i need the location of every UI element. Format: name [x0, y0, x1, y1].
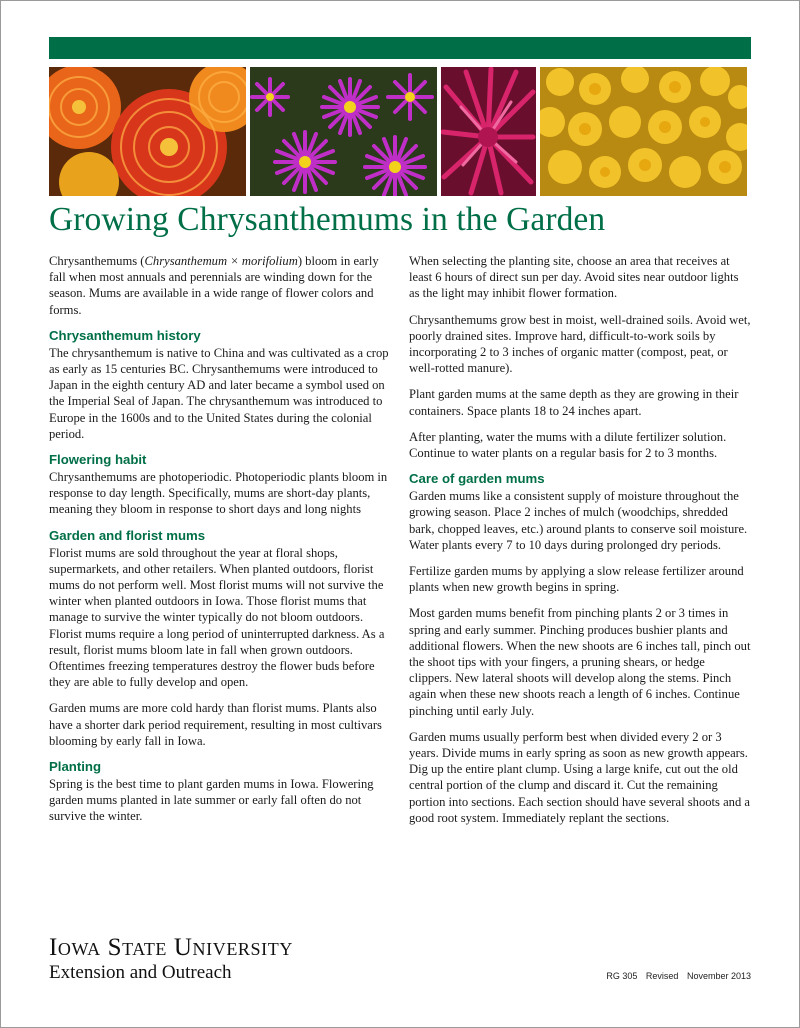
planting-paragraph-5: After planting, water the mums with a dilute fertilizer solution. Continue to water plants on a regular basis for 2 to 3 months. — [409, 429, 727, 461]
magenta-chrysanthemum-photo — [441, 67, 536, 196]
section-heading-care: Care of garden mums — [409, 471, 545, 487]
flowering-paragraph: Chrysanthemums are photoperiodic. Photoperiodic plants bloom in response to day length. Specifically, mums are short-day plants, meaning they bloom in response to short days and long nights — [49, 470, 388, 517]
garden-florist-paragraph-1: Florist mums are sold throughout the year at floral shops, supermarkets, and other retailers. When planted outdoors, florist mums do not perform well. Most florist mums will not survive the winter when planted outdoors in Iowa. Those florist mums that manage to survive the winter typically do not bloom outdoors. Florist mums require a long period of uninterrupted darkness. As a result, florist mums bloom late in fall when grown outdoors. Oftentimes freezing temperatures destroy the flower buds before they are able to fully develop and open. — [49, 545, 385, 690]
purple-daisy-chrysanthemum-photo — [250, 67, 437, 196]
planting-paragraph-1: Spring is the best time to plant garden mums in Iowa. Flowering garden mums planted in late summer or early fall often do not survive the winter. — [49, 777, 374, 824]
publication-number: RG 305 — [606, 971, 638, 981]
revision-date: November 2013 — [686, 971, 751, 981]
section-heading-history: Chrysanthemum history — [49, 327, 201, 343]
university-logo — [49, 934, 293, 984]
revised-label: Revised — [645, 971, 679, 981]
planting-paragraph-2: When selecting the planting site, choose an area that receives at least 6 hours of direct sun per day. Avoid sites near outdoor lights as the light may inhibit flower formation. — [409, 254, 739, 301]
publication-info — [561, 971, 751, 981]
orange-chrysanthemum-photo — [49, 67, 246, 196]
care-paragraph-4: Garden mums usually perform best when divided every 2 or 3 years. Divide mums in early spring as soon as new growth appears. Dig up the entire plant clump. Using a large knife, cut out the old central portion of the clump and discard it. Cut the remaining portion into sections. Each section should have several shoots and a good root system. Immediately replant the sections. — [409, 729, 751, 825]
photo-strip — [49, 67, 751, 196]
care-paragraph-3: Most garden mums benefit from pinching plants 2 or 3 times in spring and early summer. Pinching produces bushier plants and additional flowers. When the new shoots are 6 inches tall, pinch out the shoot tips with your fingers, a pruning shears, or hedge clippers. New lateral shoots will develop along the stems. Pinch again when these new shoots reach a length of 6 inches. Continue pinching until early July. — [409, 606, 751, 718]
extension-wordmark: Extension and Outreach — [49, 962, 232, 983]
left-column — [49, 253, 393, 835]
section-heading-flowering: Flowering habit — [49, 452, 147, 468]
planting-paragraph-3: Chrysanthemums grow best in moist, well-drained soils. Avoid wet, poorly drained sites. Improve hard, difficult-to-work soils by incorporating 2 to 3 inches of organic matter (compost, peat, or well-rotted manure). — [409, 312, 751, 376]
section-heading-garden-florist: Garden and florist mums — [49, 527, 206, 543]
section-heading-planting: Planting — [49, 759, 102, 775]
care-paragraph-1: Garden mums like a consistent supply of moisture throughout the growing season. Place 2 inches of mulch (woodchips, shredded bark, chopped leaves, etc.) around plants to conserve soil moisture. Water plants every 7 to 10 days during prolonged dry periods. — [409, 489, 748, 552]
planting-paragraph-4: Plant garden mums at the same depth as they are growing in their containers. Space plants 18 to 24 inches apart. — [409, 387, 739, 418]
yellow-chrysanthemums-photo — [540, 67, 747, 196]
care-paragraph-2: Fertilize garden mums by applying a slow release fertilizer around plants when new growth begins in spring. — [409, 564, 744, 595]
history-paragraph: The chrysanthemum is native to China and was cultivated as a crop as early as 15 centuries BC. Chrysanthemums were introduced to Japan in the eighth century AD and later became a symbol used on the Imperial Seal of Japan. The chrysanthemum was introduced to Europe in the 1600s and to the United States during the colonial period. — [49, 345, 389, 441]
header-color-bar — [49, 37, 751, 59]
garden-florist-paragraph-2: Garden mums are more cold hardy than florist mums. Plants also have a shorter dark period requirement, resulting in most cultivars blooming by early fall in Iowa. — [49, 701, 382, 748]
page-title: Growing Chrysanthemums in the Garden — [49, 201, 606, 238]
intro-paragraph: Chrysanthemums (Chrysanthemum × morifolium) bloom in early fall when most annuals and perennials are winding down for the season. Mums are available in a wide range of flower colors and forms. — [49, 254, 379, 317]
right-column — [409, 253, 751, 836]
university-wordmark: Iowa State University — [49, 934, 293, 961]
